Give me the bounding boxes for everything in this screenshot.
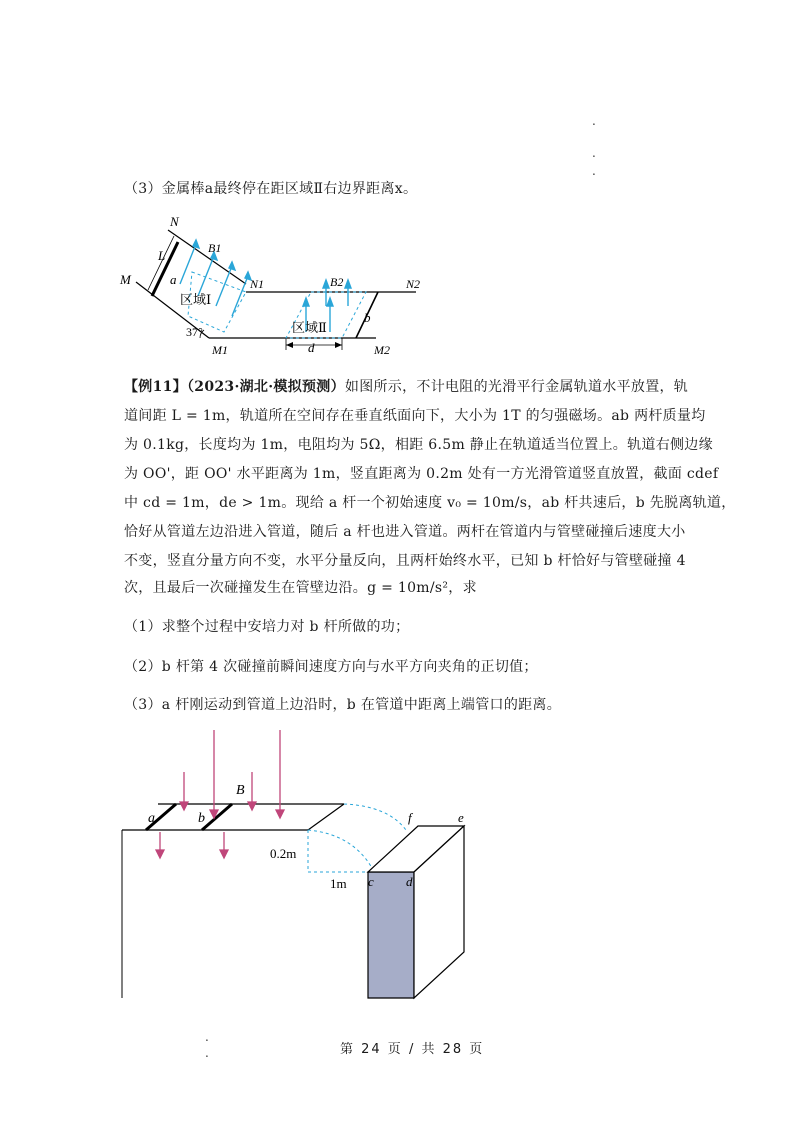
label-f: f [408,810,412,825]
rod-b [202,804,232,830]
field-b-arrows [156,730,284,858]
example-line-5: 恰好从管道左边沿进入管道，随后 a 杆也进入管道。两杆在管道内与管壁碰撞后速度大小 [124,524,686,540]
label-zone-1: 区域Ⅰ [180,292,212,307]
example-line-1: 道间距 L = 1m，轨道所在空间存在垂直纸面向下，大小为 1T 的匀强磁场。ab 两杆质量均 [124,408,706,424]
question-2: （2）b 杆第 4 次碰撞前瞬间速度方向与水平方向夹角的正切值； [124,659,538,675]
question-1: （1）求整个过程中安培力对 b 杆所做的功； [124,619,410,635]
rail-edge [308,804,344,830]
label-a: a [170,272,177,287]
label-N2: N2 [406,277,421,291]
example-line-4: 中 cd = 1m，de > 1m。现给 a 杆一个初始速度 v₀ = 10m/s，ab 杆共速后，b 先脱离轨道， [124,495,736,511]
example-tag: 【例11】 [124,379,187,395]
stray-dot: . [592,114,596,128]
stray-dot: . [205,1046,209,1060]
trajectory-upper [344,804,406,830]
label-M1: M1 [212,343,228,357]
example-line-3: 为 OO'，距 OO' 水平距离为 1m，竖直距离为 0.2m 处有一方光滑管道竖直放置，截面 cdef [124,466,719,482]
question-3: （3）a 杆刚运动到管道上边沿时，b 在管道中距离上端管口的距离。 [124,697,562,713]
label-N: N [170,214,179,229]
label-B2: B2 [330,275,344,289]
label-width: 1m [330,876,347,891]
label-a: a [148,811,155,826]
page-footer: 第 24 页 / 共 28 页 [340,1042,485,1057]
example-line-6: 不变，竖直分量方向不变，水平分量反向，且两杆始终水平，已知 b 杆恰好与管壁碰撞 4 [124,553,686,569]
question-3-prev: （3）金属棒a最终停在距区域Ⅱ右边界距离x。 [124,181,418,197]
example-line-0: 如图所示，不计电阻的光滑平行金属轨道水平放置，轨 [344,379,689,395]
label-b: b [198,811,205,826]
pipe-front [368,872,414,998]
figure-rails-regions [116,212,436,360]
label-N1: N1 [250,277,265,291]
label-B: B [236,783,245,798]
label-height: 0.2m [270,846,297,861]
label-L: L [158,248,166,263]
label-M: M [120,272,131,287]
figure-rails-pipe [118,726,498,1004]
example-line-7: 次，且最后一次碰撞发生在管壁边沿。g = 10m/s²，求 [124,580,477,596]
example-source: （2023·湖北·模拟预测） [186,379,345,395]
stray-dot: . [592,164,596,178]
label-e: e [458,810,464,825]
label-M2: M2 [374,343,390,357]
label-zone-2: 区域Ⅱ [292,320,327,335]
label-angle: 37° [186,325,203,339]
label-d: d [308,340,315,355]
label-B1: B1 [208,241,222,255]
label-d: d [406,874,413,889]
rail-upper-slope [168,230,246,284]
example-first-line [124,376,688,396]
stray-dot: . [205,1030,209,1044]
stray-dot: . [592,146,596,160]
trajectory-lower [308,830,372,868]
example-line-2: 为 0.1kg，长度均为 1m，电阻均为 5Ω，相距 6.5m 静止在轨道适当位置上。轨道右侧边缘 [124,437,713,453]
label-b: b [364,310,371,325]
label-c: c [368,874,374,889]
